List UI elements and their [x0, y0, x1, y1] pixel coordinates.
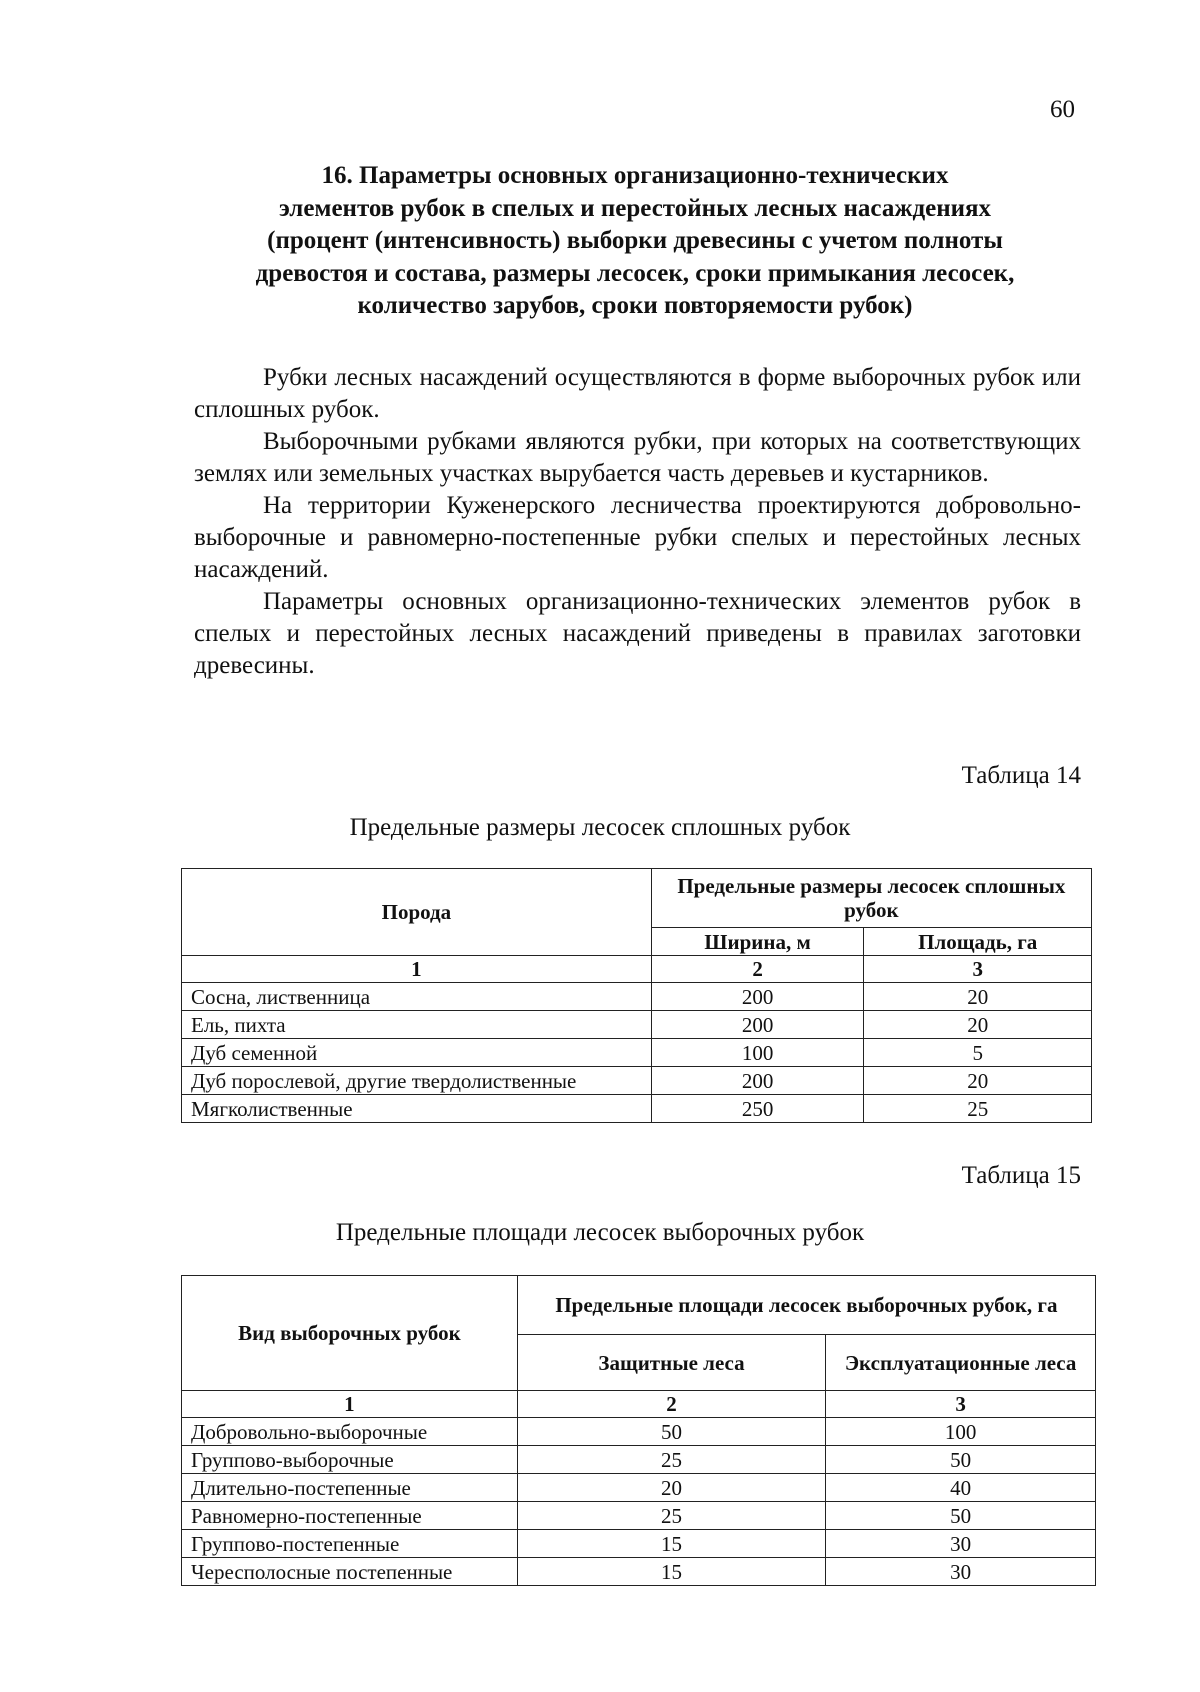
- row-name-cell: Сосна, лиственница: [182, 983, 652, 1011]
- table-row: [182, 1418, 1096, 1446]
- table-row: [182, 1446, 1096, 1474]
- value-cell: 5: [864, 1039, 1092, 1067]
- value-cell: 25: [864, 1095, 1092, 1123]
- row-name-cell: Группово-постепенные: [182, 1530, 518, 1558]
- row-name-cell: Длительно-постепенные: [182, 1474, 518, 1502]
- body-text: [194, 362, 1081, 682]
- value-cell: 30: [826, 1530, 1096, 1558]
- table-15-header-cutting-type: Вид выборочных рубок: [182, 1276, 518, 1391]
- row-name-cell: Ель, пихта: [182, 1011, 652, 1039]
- row-name-cell: Равномерно-постепенные: [182, 1502, 518, 1530]
- value-cell: 250: [651, 1095, 864, 1123]
- table-15-header-protective: Защитные леса: [517, 1335, 825, 1391]
- column-number-row: [182, 1391, 1096, 1418]
- row-name-cell: Добровольно-выборочные: [182, 1418, 518, 1446]
- column-number: 2: [651, 956, 864, 983]
- table-row: [182, 1011, 1092, 1039]
- column-number: 3: [864, 956, 1092, 983]
- row-name-cell: Чересполосные постепенные: [182, 1558, 518, 1586]
- table-row: [182, 1558, 1096, 1586]
- value-cell: 15: [517, 1530, 825, 1558]
- row-name-cell: Дуб семенной: [182, 1039, 652, 1067]
- value-cell: 50: [517, 1418, 825, 1446]
- paragraph: Выборочными рубками являются рубки, при которых на соответствующих землях или земельных участках вырубается часть деревьев и кустарников.: [194, 428, 1081, 487]
- table-14: [181, 868, 1092, 1123]
- value-cell: 20: [864, 983, 1092, 1011]
- value-cell: 50: [826, 1446, 1096, 1474]
- table-14-caption: Таблица 14: [961, 762, 1081, 789]
- row-name-cell: Дуб порослевой, другие твердолиственные: [182, 1067, 652, 1095]
- paragraph: Рубки лесных насаждений осуществляются в форме выборочных рубок или сплошных рубок.: [194, 364, 1081, 423]
- table-14-header-width: Ширина, м: [651, 928, 864, 956]
- paragraph: Параметры основных организационно-технических элементов рубок в спелых и перестойных лесных насаждений приведены в правилах заготовки древесины.: [194, 588, 1081, 679]
- table-row: [182, 983, 1092, 1011]
- table-row: [182, 1067, 1092, 1095]
- column-number: 1: [182, 956, 652, 983]
- row-name-cell: Группово-выборочные: [182, 1446, 518, 1474]
- value-cell: 25: [517, 1446, 825, 1474]
- column-number: 2: [517, 1391, 825, 1418]
- value-cell: 200: [651, 983, 864, 1011]
- value-cell: 30: [826, 1558, 1096, 1586]
- table-15-header-exploitation: Эксплуатационные леса: [826, 1335, 1096, 1391]
- table-15-title: Предельные площади лесосек выборочных рубок: [335, 1219, 865, 1246]
- value-cell: 25: [517, 1502, 825, 1530]
- table-14-header-breed: Порода: [182, 869, 652, 956]
- value-cell: 200: [651, 1067, 864, 1095]
- table-row: [182, 1474, 1096, 1502]
- table-row: [182, 1039, 1092, 1067]
- value-cell: 20: [864, 1011, 1092, 1039]
- section-heading: 16. Параметры основных организационно-технических элементов рубок в спелых и перестойных лесных насаждениях (процент (интенсивность) выборки древесины с учетом полноты древостоя и состава, размеры лесосек, сроки примыкания лесосек, количество зарубов, сроки повторяемости рубок): [255, 162, 1015, 319]
- table-14-title: Предельные размеры лесосек сплошных рубок: [349, 814, 851, 841]
- value-cell: 20: [864, 1067, 1092, 1095]
- table-15: [181, 1275, 1096, 1586]
- value-cell: 100: [651, 1039, 864, 1067]
- table-14-header-group: Предельные размеры лесосек сплошных рубок: [651, 869, 1091, 928]
- value-cell: 100: [826, 1418, 1096, 1446]
- value-cell: 50: [826, 1502, 1096, 1530]
- table-14-body: [182, 956, 1092, 1123]
- column-number-row: [182, 956, 1092, 983]
- value-cell: 15: [517, 1558, 825, 1586]
- table-row: [182, 1530, 1096, 1558]
- value-cell: 200: [651, 1011, 864, 1039]
- column-number: 3: [826, 1391, 1096, 1418]
- value-cell: 40: [826, 1474, 1096, 1502]
- table-15-caption: Таблица 15: [961, 1162, 1081, 1189]
- table-15-header-group: Предельные площади лесосек выборочных рубок, га: [517, 1276, 1095, 1335]
- table-14-header-area: Площадь, га: [864, 928, 1092, 956]
- value-cell: 20: [517, 1474, 825, 1502]
- table-row: [182, 1502, 1096, 1530]
- table-row: [182, 1095, 1092, 1123]
- table-15-body: [182, 1391, 1096, 1586]
- paragraph: На территории Куженерского лесничества проектируются добровольно-выборочные и равномерно-постепенные рубки спелых и перестойных лесных насаждений.: [194, 492, 1081, 583]
- page-number: 60: [1050, 96, 1075, 123]
- row-name-cell: Мягколиственные: [182, 1095, 652, 1123]
- column-number: 1: [182, 1391, 518, 1418]
